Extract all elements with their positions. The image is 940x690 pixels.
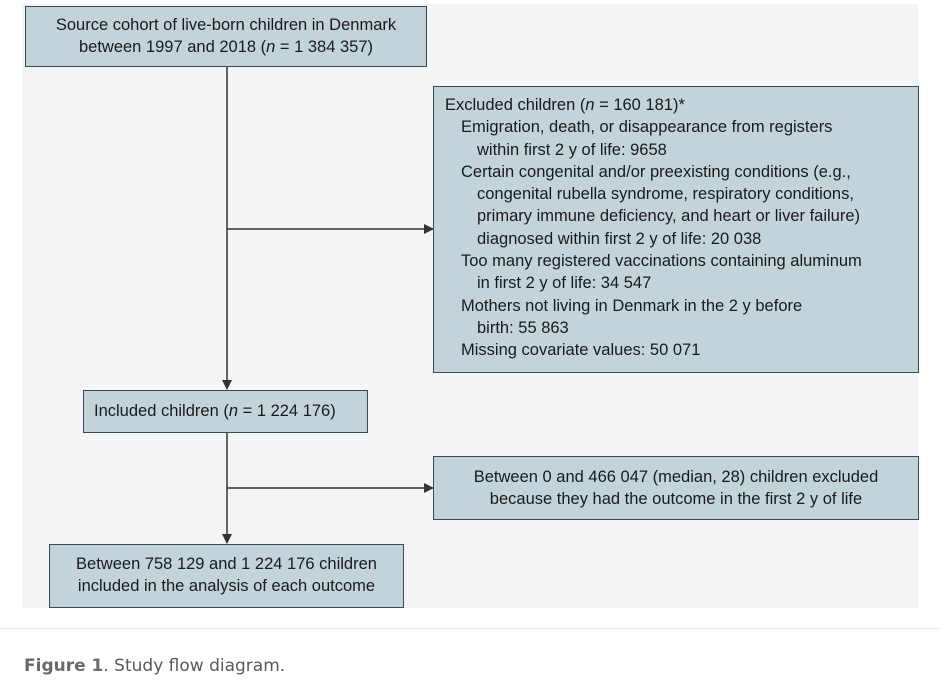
excluded-reason-line: Emigration, death, or disappearance from registers <box>461 118 833 137</box>
source-cohort-line-1: Source cohort of live-born children in Denmark <box>55 16 397 34</box>
outcome-excluded-box <box>433 456 919 520</box>
source-cohort-box <box>25 6 427 67</box>
excluded-children-heading: Excluded children (n = 160 181)* <box>445 96 685 114</box>
included-children-text: Included children (n = 1 224 176) <box>94 402 336 420</box>
outcome-excluded-line-2: because they had the outcome in the first 2 y of life <box>489 490 863 509</box>
excluded-reason-line: primary immune deficiency, and heart or liver failure) <box>477 207 861 226</box>
excluded-reason-line: birth: 55 863 <box>477 318 569 337</box>
included-children-box <box>83 390 368 433</box>
excluded-reason-line: within first 2 y of life: 9658 <box>477 140 667 159</box>
figure-caption <box>24 656 285 676</box>
source-cohort-line-2: between 1997 and 2018 (n = 1 384 357) <box>78 38 374 57</box>
excluded-reason-line: diagnosed within first 2 y of life: 20 038 <box>477 229 762 248</box>
caption-divider <box>0 628 940 629</box>
excluded-children-box <box>433 86 919 373</box>
excluded-reason-line: Too many registered vaccinations containing aluminum <box>461 252 862 271</box>
excluded-reason-line: congenital rubella syndrome, respiratory conditions, <box>477 185 854 204</box>
figure-caption-text: . Study flow diagram. <box>103 656 286 676</box>
figure-caption-label: Figure 1 <box>24 656 104 676</box>
excluded-reasons-list <box>445 116 918 361</box>
excluded-reason-line: in first 2 y of life: 34 547 <box>477 274 652 293</box>
excluded-reason-line: Mothers not living in Denmark in the 2 y before <box>461 296 803 315</box>
analysis-included-box <box>49 544 404 608</box>
excluded-reason-line: Missing covariate values: 50 071 <box>461 341 701 360</box>
analysis-included-line-2: included in the analysis of each outcome <box>77 577 376 596</box>
outcome-excluded-line-1: Between 0 and 466 047 (median, 28) children excluded <box>473 468 879 486</box>
analysis-included-line-1: Between 758 129 and 1 224 176 children <box>76 555 377 573</box>
excluded-reason-line: Certain congenital and/or preexisting conditions (e.g., <box>461 162 851 181</box>
